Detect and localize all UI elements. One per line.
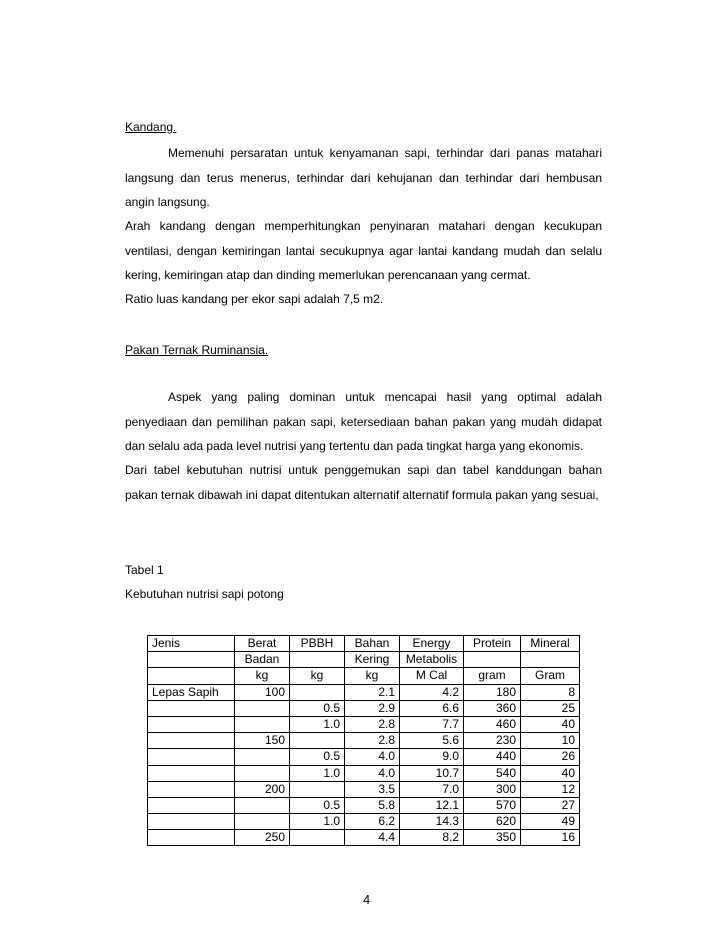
table-cell: 100 [235, 684, 290, 700]
table-units-row [148, 668, 580, 684]
table-row [148, 765, 580, 781]
table-cell: kg [345, 668, 400, 684]
table-cell [290, 830, 345, 846]
table-cell: 360 [464, 700, 521, 716]
table-cell: 40 [521, 765, 580, 781]
table-cell: 0.5 [290, 797, 345, 813]
table-cell: 570 [464, 797, 521, 813]
paragraph-kandang-1: Memenuhi persaratan untuk kenyamanan sapi, terhindar dari panas matahari langsung dan terus menerus, terhindar dari kehujanan dan terhindar dari hembusan angin langsung. [125, 146, 602, 209]
table-cell: 1.0 [290, 716, 345, 732]
table-cell: 0.5 [290, 749, 345, 765]
table-row [148, 749, 580, 765]
table-cell [521, 652, 580, 668]
table-cell: 620 [464, 814, 521, 830]
ratio-line: Ratio luas kandang per ekor sapi adalah 7,5 m2. [125, 292, 384, 306]
table-cell: 12 [521, 781, 580, 797]
table-cell: 4.0 [345, 765, 400, 781]
table-cell [235, 700, 290, 716]
table-cell [148, 814, 235, 830]
table-cell: PBBH [290, 636, 345, 652]
table-cell: Berat [235, 636, 290, 652]
table-row [148, 684, 580, 700]
table-cell: kg [235, 668, 290, 684]
table-cell [148, 700, 235, 716]
table-cell: 2.9 [345, 700, 400, 716]
table-cell: Energy [400, 636, 464, 652]
table-cell: 7.7 [400, 716, 464, 732]
table-cell [464, 652, 521, 668]
table-cell: 27 [521, 797, 580, 813]
table-cell: 8.2 [400, 830, 464, 846]
table-cell: 300 [464, 781, 521, 797]
table-caption: Kebutuhan nutrisi sapi potong [125, 587, 284, 601]
table-cell [235, 797, 290, 813]
table-cell: 3.5 [345, 781, 400, 797]
table-cell [148, 830, 235, 846]
table-cell: 16 [521, 830, 580, 846]
table-cell: 250 [235, 830, 290, 846]
table-cell: 4.4 [345, 830, 400, 846]
table-row [148, 797, 580, 813]
table-header-row [148, 636, 580, 652]
table-cell [235, 814, 290, 830]
table-cell: gram [464, 668, 521, 684]
nutrition-table [147, 635, 580, 846]
table-cell: 14.3 [400, 814, 464, 830]
table-cell [235, 765, 290, 781]
page-number: 4 [363, 892, 371, 907]
table-cell: 9.0 [400, 749, 464, 765]
table-cell: 1.0 [290, 814, 345, 830]
table-header-row [148, 652, 580, 668]
table-cell: 150 [235, 733, 290, 749]
table-cell: 4.0 [345, 749, 400, 765]
table-cell [290, 733, 345, 749]
table-cell: 440 [464, 749, 521, 765]
table-cell: 49 [521, 814, 580, 830]
table-cell: Lepas Sapih [148, 684, 235, 700]
table-cell [290, 781, 345, 797]
table-cell: 200 [235, 781, 290, 797]
table-row [148, 700, 580, 716]
table-cell: Kering [345, 652, 400, 668]
table-cell: 5.6 [400, 733, 464, 749]
table-row [148, 781, 580, 797]
table-cell: 12.1 [400, 797, 464, 813]
table-cell: 2.8 [345, 716, 400, 732]
section-heading-kandang: Kandang. [125, 120, 177, 134]
table-cell [148, 733, 235, 749]
section-heading-pakan: Pakan Ternak Ruminansia. [125, 343, 269, 357]
table-cell: Mineral [521, 636, 580, 652]
table-cell [235, 749, 290, 765]
table-cell [148, 749, 235, 765]
paragraph-pakan-1: Aspek yang paling dominan untuk mencapai hasil yang optimal adalah penyediaan dan pemilihan pakan sapi, ketersediaan bahan pakan yang mudah didapat dan selalu ada pada level nutrisi yang tertentu dan pada tingkat harga yang ekonomis. [125, 390, 602, 453]
table-cell [148, 781, 235, 797]
table-cell: Metabolis [400, 652, 464, 668]
paragraph-pakan-2: Dari tabel kebutuhan nutrisi untuk penggemukan sapi dan tabel kanddungan bahan pakan ternak dibawah ini dapat ditentukan alternatif alternatif formula pakan yang sesuai, [125, 463, 602, 502]
table-cell: 180 [464, 684, 521, 700]
table-cell: Bahan [345, 636, 400, 652]
table-cell: 1.0 [290, 765, 345, 781]
table-cell [148, 668, 235, 684]
table-cell: Gram [521, 668, 580, 684]
table-label: Tabel 1 [125, 563, 164, 577]
table-cell: 40 [521, 716, 580, 732]
table-cell: 6.6 [400, 700, 464, 716]
table-cell: 10.7 [400, 765, 464, 781]
table-cell: M Cal [400, 668, 464, 684]
table-cell: kg [290, 668, 345, 684]
table-row [148, 830, 580, 846]
table-cell [235, 716, 290, 732]
table-cell: 5.8 [345, 797, 400, 813]
table-cell: 2.8 [345, 733, 400, 749]
table-cell: 26 [521, 749, 580, 765]
table-cell: 10 [521, 733, 580, 749]
table-cell: 230 [464, 733, 521, 749]
table-cell: 460 [464, 716, 521, 732]
table-cell [148, 652, 235, 668]
table-cell: Jenis [148, 636, 235, 652]
table-cell [148, 797, 235, 813]
table-cell [290, 652, 345, 668]
table-cell: 6.2 [345, 814, 400, 830]
table-row [148, 716, 580, 732]
table-cell: Badan [235, 652, 290, 668]
table-row [148, 733, 580, 749]
table-cell: 0.5 [290, 700, 345, 716]
table-cell: Protein [464, 636, 521, 652]
table-cell: 2.1 [345, 684, 400, 700]
table-cell: 25 [521, 700, 580, 716]
paragraph-kandang-2: Arah kandang dengan memperhitungkan penyinaran matahari dengan kecukupan ventilasi, dengan kemiringan lantai secukupnya agar lantai kandang mudah dan selalu kering, kemiringan atap dan dinding memerlukan perencanaan yang cermat. [125, 219, 602, 282]
table-cell: 8 [521, 684, 580, 700]
table-row [148, 814, 580, 830]
table-cell: 4.2 [400, 684, 464, 700]
table-cell: 7.0 [400, 781, 464, 797]
table-cell: 540 [464, 765, 521, 781]
table-cell [148, 716, 235, 732]
table-cell: 350 [464, 830, 521, 846]
table-cell [148, 765, 235, 781]
table-cell [290, 684, 345, 700]
